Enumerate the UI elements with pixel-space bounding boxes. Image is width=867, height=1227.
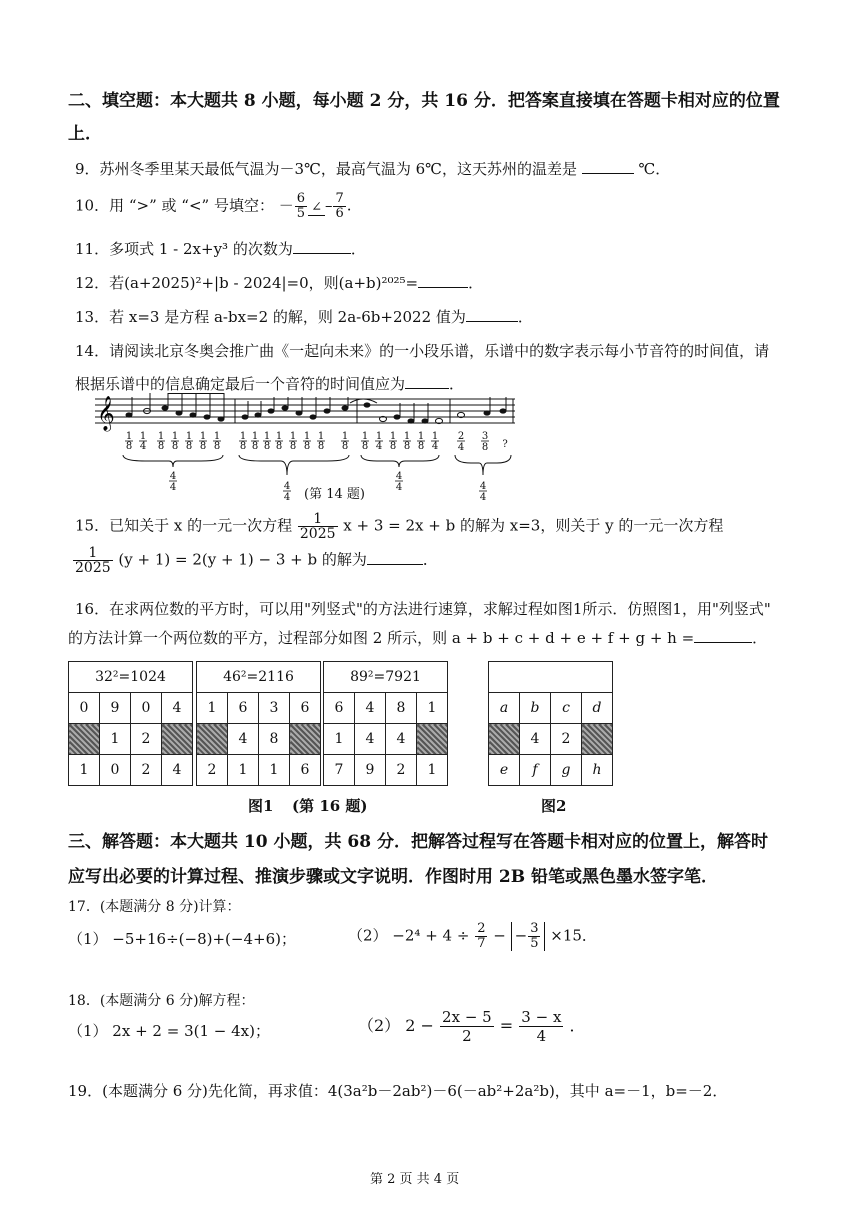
svg-text:1: 1 <box>403 431 411 442</box>
question-10 <box>75 192 352 221</box>
svg-text:1: 1 <box>125 431 133 442</box>
q13-text: 13．若 x=3 是方程 a-bx=2 的解，则 2a-6b+2022 值为 <box>75 308 466 326</box>
figure1-table-1 <box>68 661 193 786</box>
cell: 7 <box>324 755 355 786</box>
q14-text: 根据乐谱中的信息确定最后一个音符的时间值应为 <box>75 375 406 393</box>
svg-text:8: 8 <box>289 441 297 452</box>
table-header: 89²=7921 <box>324 662 448 693</box>
svg-text:4: 4 <box>169 471 177 482</box>
question-16-line2 <box>68 627 767 648</box>
fraction <box>333 192 345 221</box>
denominator: 5 <box>296 206 306 221</box>
shaded-cell <box>69 724 100 755</box>
denominator: 6 <box>335 206 344 221</box>
answer-blank <box>582 159 634 174</box>
svg-text:1: 1 <box>289 431 297 442</box>
q15-equation-2: (y + 1) = 2(y + 1) − 3 + b 的解为 <box>118 550 367 569</box>
numerator: 7 <box>335 191 344 206</box>
numerator: 6 <box>296 191 306 206</box>
fraction <box>528 922 540 951</box>
question-11 <box>75 238 366 259</box>
q14-caption: (第 14 题) <box>304 487 365 502</box>
svg-text:4: 4 <box>395 471 403 482</box>
svg-text:1: 1 <box>361 431 369 442</box>
answer-blank <box>418 273 468 288</box>
absolute-value <box>511 922 546 951</box>
cell: 4 <box>355 724 386 755</box>
answer-blank: ∠ <box>308 200 325 216</box>
cell: 6 <box>290 693 321 724</box>
svg-text:8: 8 <box>263 441 271 452</box>
svg-text:8: 8 <box>185 441 193 452</box>
svg-text:8: 8 <box>213 441 221 452</box>
cell: 4 <box>228 724 259 755</box>
shaded-cell <box>290 724 321 755</box>
tie-icon <box>350 399 377 403</box>
svg-text:4: 4 <box>283 481 291 492</box>
cell: 1 <box>324 724 355 755</box>
cell: 1 <box>417 755 448 786</box>
section3-title: 三、解答题：本大题共 10 小题，共 68 分．把解答过程写在答题卡相对应的位置上，解答时 <box>68 832 768 852</box>
table-header: 32²=1024 <box>69 662 193 693</box>
numerator: 1 <box>73 546 113 561</box>
cell: 4 <box>386 724 417 755</box>
cell: 0 <box>69 693 100 724</box>
svg-text:?: ? <box>502 439 508 450</box>
question-18-head: 18．(本题满分 6 分)解方程： <box>68 993 255 1009</box>
cell: 2 <box>551 724 582 755</box>
treble-clef-icon: 𝄞 <box>97 396 115 431</box>
svg-text:1: 1 <box>431 431 439 442</box>
minus-sign: − <box>493 926 506 945</box>
cell: 1 <box>197 693 228 724</box>
svg-text:4: 4 <box>395 482 403 493</box>
period: . <box>346 196 352 215</box>
svg-text:8: 8 <box>403 441 411 452</box>
cell: 2 <box>386 755 417 786</box>
svg-text:3: 3 <box>481 431 489 442</box>
svg-text:1: 1 <box>239 431 247 442</box>
page-footer: 第 2 页 共 4 页 <box>370 1172 460 1187</box>
denominator: 5 <box>530 936 539 951</box>
period: ． <box>350 240 366 258</box>
cell: 3 <box>259 693 290 724</box>
q17-part1: （1） −5+16÷(−8)+(−4+6)； <box>68 930 296 948</box>
answer-blank <box>466 307 518 322</box>
question-12 <box>75 272 483 293</box>
cell: 1 <box>259 755 290 786</box>
braces <box>123 455 511 475</box>
question-14-line2 <box>75 373 464 394</box>
q16-caption: (第 16 题) <box>292 797 368 815</box>
period: ． <box>422 550 438 569</box>
numerator: 2 <box>477 921 486 936</box>
shaded-cell <box>162 724 193 755</box>
q11-text: 11．多项式 1 - 2x+y³ 的次数为 <box>75 240 293 258</box>
denominator: 2025 <box>75 560 111 576</box>
svg-text:1: 1 <box>317 431 325 442</box>
figure1-table-3 <box>323 661 448 786</box>
svg-text:2: 2 <box>457 431 465 442</box>
answer-blank <box>293 239 351 254</box>
section3-title-cont: 应写出必要的计算过程、推演步骤或文字说明．作图时用 2B 铅笔或黑色墨水签字笔． <box>68 867 719 887</box>
svg-text:8: 8 <box>417 441 425 452</box>
svg-text:1: 1 <box>213 431 221 442</box>
svg-text:1: 1 <box>199 431 207 442</box>
shaded-cell <box>489 724 520 755</box>
svg-text:4: 4 <box>479 481 487 492</box>
shaded-cell <box>417 724 448 755</box>
question-17-head: 17．(本题满分 8 分)计算： <box>68 899 241 915</box>
section2-title: 二、填空题：本大题共 8 小题，每小题 2 分，共 16 分．把答案直接填在答题卡相对应的位置 <box>68 91 780 111</box>
cell: 2 <box>131 724 162 755</box>
period: ． <box>569 1016 586 1035</box>
cell: b <box>520 693 551 724</box>
cell: e <box>489 755 520 786</box>
question-15-line2 <box>72 546 438 575</box>
q17-part2 <box>348 922 597 951</box>
q15-text: 15．已知关于 x 的一元一次方程 <box>75 516 293 535</box>
cell: 9 <box>355 755 386 786</box>
question-9 <box>75 158 670 179</box>
svg-text:8: 8 <box>251 441 259 452</box>
q9-text: 9．苏州冬季里某天最低气温为－3℃，最高气温为 6℃，这天苏州的温差是 <box>75 160 577 178</box>
svg-text:4: 4 <box>169 482 177 493</box>
svg-text:8: 8 <box>125 441 133 452</box>
section2-title-cont: 上． <box>68 124 102 144</box>
svg-text:4: 4 <box>375 441 383 452</box>
cell: 6 <box>290 755 321 786</box>
minus-sign: – <box>324 196 333 215</box>
svg-text:4: 4 <box>139 441 147 452</box>
svg-text:8: 8 <box>481 442 489 453</box>
svg-text:1: 1 <box>171 431 179 442</box>
cell: f <box>520 755 551 786</box>
svg-text:8: 8 <box>389 441 397 452</box>
minus-sign: － <box>278 196 294 215</box>
fraction <box>475 922 487 951</box>
svg-text:1: 1 <box>375 431 383 442</box>
q15-equation: x + 3 = 2x + b 的解为 x=3，则关于 y 的一元一次方程 <box>343 516 724 535</box>
svg-text:1: 1 <box>251 431 259 442</box>
svg-text:4: 4 <box>457 442 465 453</box>
svg-text:1: 1 <box>303 431 311 442</box>
svg-text:1: 1 <box>389 431 397 442</box>
period: ． <box>449 375 465 393</box>
q9-unit: ℃． <box>638 160 671 178</box>
fraction <box>73 546 113 575</box>
answer-blank <box>405 374 449 389</box>
fraction <box>295 192 307 221</box>
cell: 8 <box>259 724 290 755</box>
q16-text: 的方法计算一个两位数的平方，过程部分如图 2 所示，则 a + b + c + d + e + f + g + h = <box>68 629 695 647</box>
svg-text:8: 8 <box>157 441 165 452</box>
q10-text: 10．用 “>” 或 “<” 号填空： <box>75 196 274 215</box>
cell: a <box>489 693 520 724</box>
cell: 4 <box>520 724 551 755</box>
fraction <box>519 1008 563 1045</box>
answer-blank <box>694 628 752 643</box>
period: ． <box>468 274 484 292</box>
measure-1 <box>126 431 220 493</box>
table-header: 46²=2116 <box>197 662 321 693</box>
svg-text:1: 1 <box>275 431 283 442</box>
svg-text:8: 8 <box>275 441 283 452</box>
period: ． <box>517 308 533 326</box>
table-header <box>489 662 613 693</box>
cell: 9 <box>100 693 131 724</box>
cell: 2 <box>197 755 228 786</box>
svg-text:8: 8 <box>303 441 311 452</box>
svg-text:1: 1 <box>341 431 349 442</box>
cell: 6 <box>228 693 259 724</box>
svg-text:8: 8 <box>239 441 247 452</box>
cell: 0 <box>100 755 131 786</box>
measure-3 <box>362 431 438 493</box>
cell: 6 <box>324 693 355 724</box>
svg-text:4: 4 <box>479 492 487 503</box>
numerator: 3 − x <box>521 1008 562 1026</box>
figure2-caption: 图2 <box>541 797 567 815</box>
period: ． <box>752 629 768 647</box>
question-16-line1: 16．在求两位数的平方时，可以用"列竖式"的方法进行速算，求解过程如图1所示．仿照图1，用"列竖式" <box>75 600 771 618</box>
shaded-cell <box>582 724 613 755</box>
cell: 4 <box>355 693 386 724</box>
svg-text:8: 8 <box>361 441 369 452</box>
svg-text:1: 1 <box>263 431 271 442</box>
q17-expr: （2） −2⁴ + 4 ÷ <box>348 926 470 945</box>
numerator: 1 <box>298 512 338 527</box>
question-19: 19．(本题满分 6 分)先化简，再求值：4(3a²b－2ab²)－6(－ab²+2a²b)，其中 a=－1，b=－2． <box>68 1082 728 1100</box>
cell: 1 <box>417 693 448 724</box>
question-13 <box>75 306 533 327</box>
cell: h <box>582 755 613 786</box>
svg-text:1: 1 <box>417 431 425 442</box>
svg-text:8: 8 <box>317 441 325 452</box>
svg-text:1: 1 <box>185 431 193 442</box>
svg-text:1: 1 <box>157 431 165 442</box>
svg-text:8: 8 <box>341 441 349 452</box>
cell: 2 <box>131 755 162 786</box>
cell: 8 <box>386 693 417 724</box>
svg-text:8: 8 <box>199 441 207 452</box>
fraction <box>440 1008 494 1045</box>
question-15-line1 <box>75 512 723 541</box>
fraction <box>298 512 338 541</box>
svg-text:4: 4 <box>431 441 439 452</box>
numerator: 2x − 5 <box>442 1008 492 1026</box>
staff-lines <box>95 399 515 423</box>
cell: 0 <box>131 693 162 724</box>
shaded-cell <box>197 724 228 755</box>
figure1-table-2 <box>196 661 321 786</box>
q18-expr: （2） 2 − <box>358 1016 434 1035</box>
numerator: 3 <box>530 921 539 936</box>
svg-text:4: 4 <box>283 492 291 503</box>
denominator: 4 <box>536 1027 547 1045</box>
q18-part1: （1） 2x + 2 = 3(1 − 4x)； <box>68 1022 270 1040</box>
cell: c <box>551 693 582 724</box>
q17-expr-tail: ×15． <box>550 926 597 945</box>
cell: 4 <box>162 755 193 786</box>
svg-text:1: 1 <box>139 431 147 442</box>
cell: 4 <box>162 693 193 724</box>
cell: 1 <box>69 755 100 786</box>
cell: 1 <box>100 724 131 755</box>
cell: d <box>582 693 613 724</box>
answer-blank <box>367 550 423 565</box>
equals-sign: = <box>499 1016 514 1035</box>
cell: g <box>551 755 582 786</box>
minus-sign: − <box>514 926 528 945</box>
denominator: 7 <box>477 936 486 951</box>
figure2-table <box>488 661 613 786</box>
question-14-line1: 14．请阅读北京冬奥会推广曲《一起向未来》的一小段乐谱，乐谱中的数字表示每小节音符的时间值，请 <box>75 342 770 360</box>
figure1-caption: 图1 <box>248 797 274 815</box>
svg-text:8: 8 <box>171 441 179 452</box>
q18-part2 <box>358 1008 586 1045</box>
cell: 1 <box>228 755 259 786</box>
denominator: 2 <box>462 1027 472 1045</box>
q12-text: 12．若(a+2025)²+|b - 2024|=0，则(a+b)²⁰²⁵= <box>75 274 419 292</box>
denominator: 2025 <box>299 526 336 542</box>
